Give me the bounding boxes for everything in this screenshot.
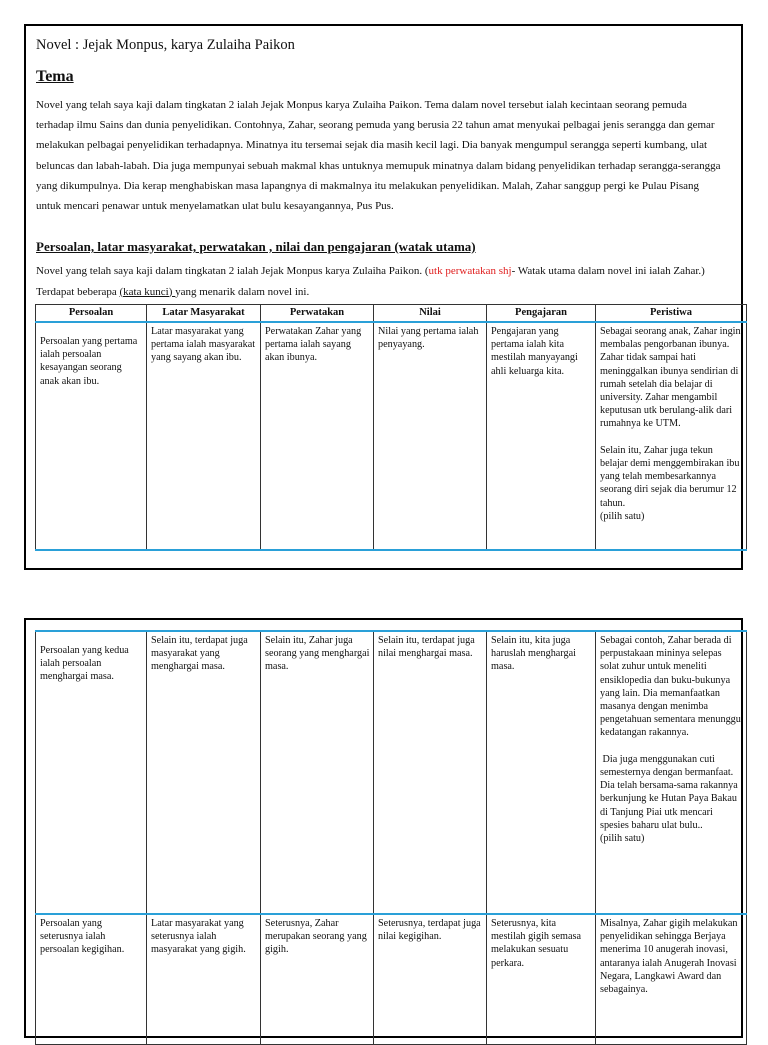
cell-latar [147,914,261,1044]
cell-persoalan-text: Persoalan yang kedua ialah persoalan menghargai masa. [40,645,132,683]
intro-paragraph [36,261,726,302]
cell-perwatakan-text: Selain itu, Zahar juga seorang yang menghargai masa. [265,635,373,673]
cell-perwatakan-text: Perwatakan Zahar yang pertama ialah sayang akan ibunya. [265,326,364,364]
cell-peristiwa-text: Sebagai seorang anak, Zahar ingin membalas pengorbanan ibunya. Zahar tidak sampai hati meninggalkan ibunya sendirian di rumah setelah dia belajar di university. Zahar mengambil keputusan utk berulang-alik dari rumahnya ke UTM. Selain itu, Zahar juga tekun belajar demi menggembirakan ibu yang telah membesarkannya seorang diri sejak dia berumur 12 tahun. (pilih satu) [600,326,741,522]
cell-peristiwa-text: Sebagai contoh, Zahar berada di perpustakaan mininya selepas solat zuhur untuk meneliti ensiklopedia dan buku-bukunya yang lain. Dia memanfaatkan masanya dengan menimba pengetahuan sementara menunggu kedatangan rakannya. Dia juga menggunakan cuti semesternya dengan bermanfaat. Dia telah bersama-sama rakannya berkunjung ke Hutan Paya Bakau di Tanjung Piai utk mencari spesies baharu ulat bulu.. (pilih satu) [600,635,741,845]
analysis-table-1 [35,304,747,551]
header-nilai: Nilai [374,305,487,323]
cell-pengajaran [487,631,596,914]
section-heading: Persoalan, latar masyarakat, perwatakan , nilai dan pengajaran (watak utama) [36,239,476,254]
cell-latar-text: Latar masyarakat yang seterusnya ialah masyarakat yang gigih. [151,918,247,956]
table-row [36,914,747,1044]
table-row [36,322,747,550]
header-perwatakan: Perwatakan [261,305,374,323]
intro-text-1: Novel yang telah saya kaji dalam tingkatan 2 ialah Jejak Monpus karya Zulaiha Paikon. ( [36,265,429,277]
cell-persoalan [36,914,147,1044]
cell-peristiwa [596,914,747,1044]
cell-persoalan-text: Persoalan yang seterusnya ialah persoalan kegigihan. [40,918,125,956]
cell-pengajaran-text: Selain itu, kita juga haruslah menghargai masa. [491,635,579,673]
document-page-1 [24,24,743,570]
tema-paragraph-text: Novel yang telah saya kaji dalam tingkatan 2 ialah Jejak Monpus karya Zulaiha Paikon. Tema dalam novel tersebut ialah kecintaan seorang pemuda terhadap ilmu Sains dan dunia penyelidikan. Contohnya, Zahar, seorang pemuda yang berusia 22 tahun amat menyukai pelbagai jenis serangga dan gemar melakukan pelbagai penyelidikan terhadapnya. Minatnya itu tersemai sejak dia masih kecil lagi. Dia banyak mengumpul serangga seperti kumbang, ulat beluncas dan labah-labah. Dia juga mempunyai sebuah makmal khas untuknya memupuk minatnya dalam bidang penyelidikan terhadap serangga-serangga yang dikumpulnya. Dia kerap menghabiskan masa lapangnya di makmalnya itu melakukan penyelidikan. Malah, Zahar sanggup pergi ke Pulau Pisang untuk mencari penawar untuk menyelamatkan ulat bulu kesayangannya, Pus Pus. [36,99,721,213]
intro-text-3: yang menarik dalam novel ini. [175,285,310,298]
cell-peristiwa [596,631,747,914]
table-row [36,631,747,914]
cell-persoalan-text: Persoalan yang pertama ialah persoalan kesayangan seorang anak akan ibu. [40,336,140,387]
tema-heading: Tema [36,68,74,85]
cell-pengajaran-text: Pengajaran yang pertama ialah kita mestilah manyayangi ahli keluarga kita. [491,326,581,377]
cell-perwatakan [261,631,374,914]
analysis-table-2 [35,630,747,1045]
header-persoalan: Persoalan [36,305,147,323]
cell-nilai-text: Selain itu, terdapat juga nilai menghargai masa. [378,635,478,660]
table-header-row [36,305,747,323]
cell-latar [147,322,261,550]
cell-nilai-text: Nilai yang pertama ialah penyayang. [378,326,481,351]
cell-nilai [374,631,487,914]
document-page-2 [24,618,743,1038]
cell-nilai [374,322,487,550]
cell-nilai [374,914,487,1044]
cell-peristiwa-text: Misalnya, Zahar gigih melakukan penyelidikan sehingga Berjaya menerima 10 anugerah inovasi, antaranya ialah Anugerah Inovasi Negara, Langkawi Award dan sebagainya. [600,918,741,996]
cell-pengajaran [487,914,596,1044]
cell-nilai-text: Seterusnya, terdapat juga nilai kegigihan. [378,918,484,943]
cell-latar-text: Selain itu, terdapat juga masyarakat yang menghargai masa. [151,635,251,673]
cell-perwatakan [261,914,374,1044]
intro-red-note: utk perwatakan shj [428,265,512,277]
header-peristiwa: Peristiwa [596,305,747,323]
cell-pengajaran-text: Seterusnya, kita mestilah gigih semasa melakukan sesuatu perkara. [491,918,584,969]
cell-persoalan [36,631,147,914]
cell-perwatakan [261,322,374,550]
cell-pengajaran [487,322,596,550]
cell-latar [147,631,261,914]
header-latar-masyarakat: Latar Masyarakat [147,305,261,323]
tema-paragraph [36,95,726,216]
header-pengajaran: Pengajaran [487,305,596,323]
intro-text-2: - Watak utama dalam novel ini ialah Zahar.) Terdapat beberapa [36,265,705,298]
cell-latar-text: Latar masyarakat yang pertama ialah masyarakat yang sayang akan ibu. [151,326,258,364]
cell-perwatakan-text: Seterusnya, Zahar merupakan seorang yang gigih. [265,918,370,956]
document-title: Novel : Jejak Monpus, karya Zulaiha Paikon [36,37,295,53]
intro-kata-kunci: (kata kunci) [119,285,176,298]
cell-persoalan [36,322,147,550]
cell-peristiwa [596,322,747,550]
